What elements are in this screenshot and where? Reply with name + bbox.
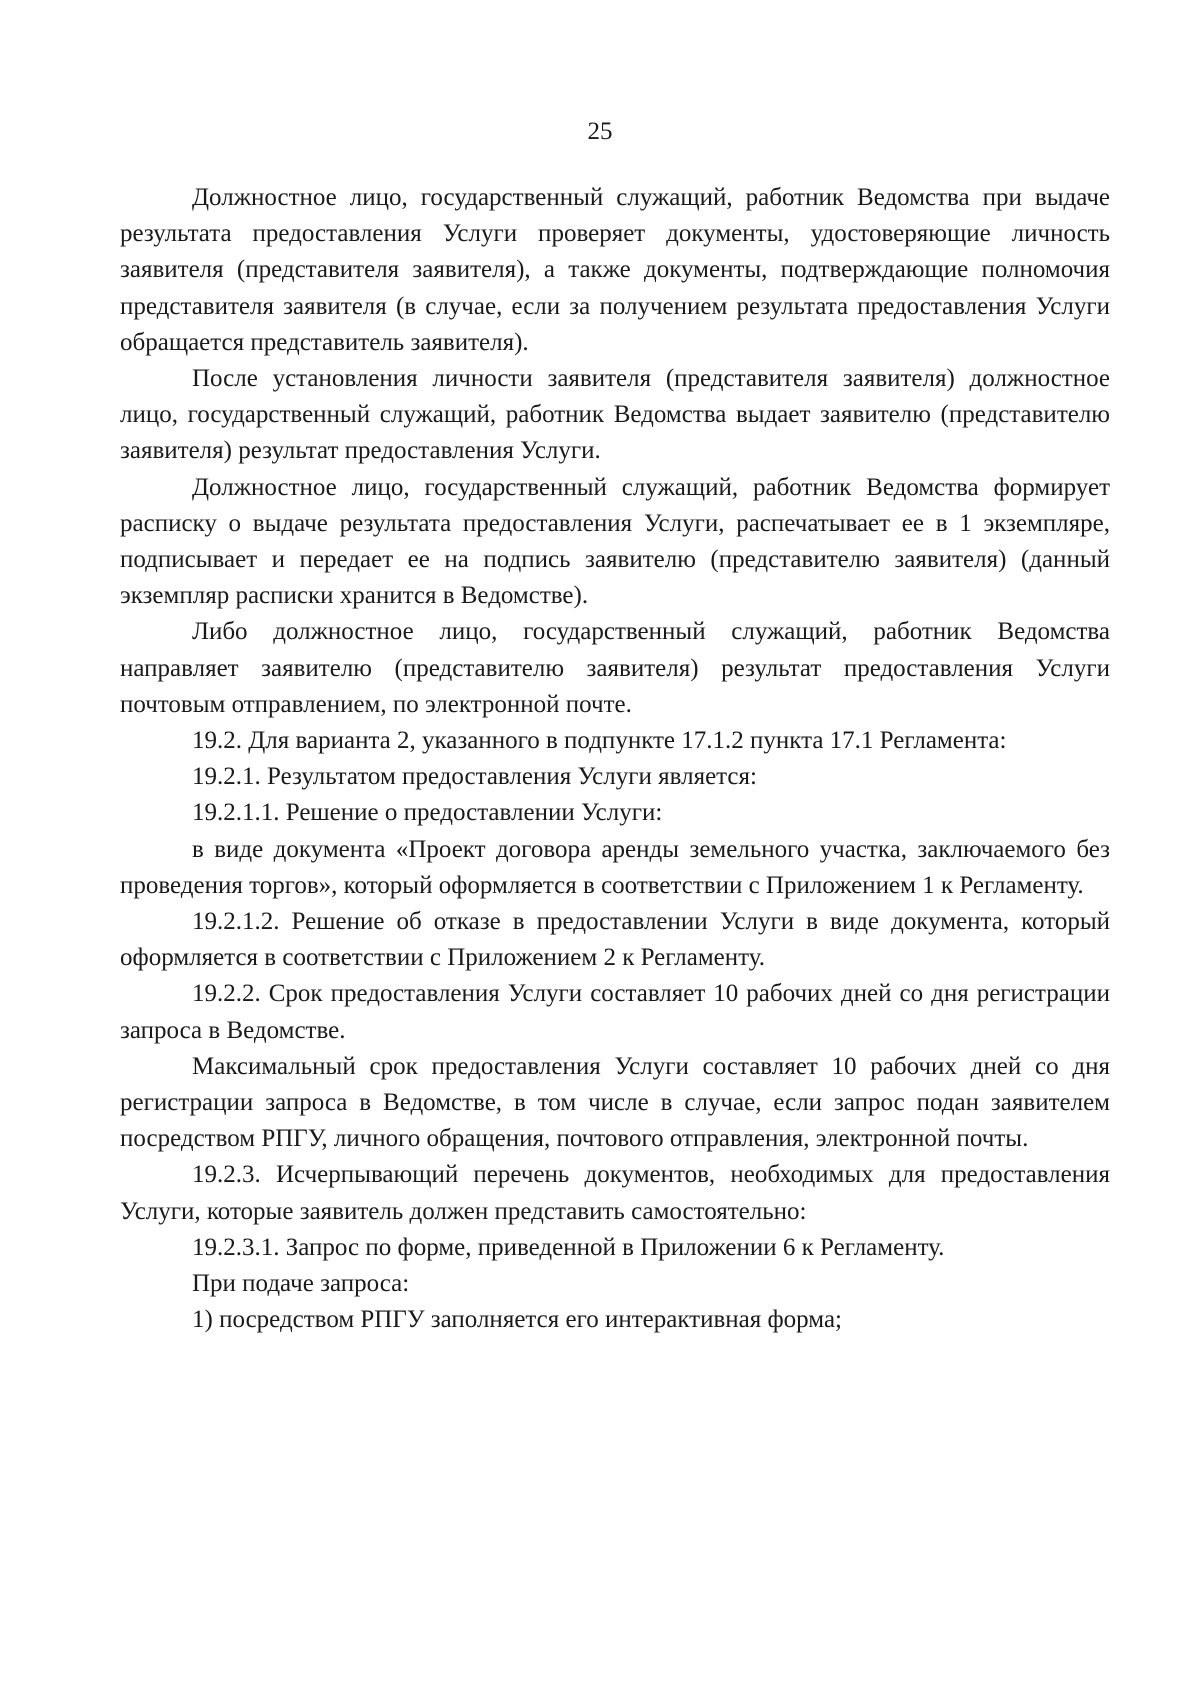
paragraph-document-check: Должностное лицо, государственный служащий, работник Ведомства при выдаче результата предоставления Услуги проверяет документы, удостоверяющие личность заявителя (представителя заявителя), а также документы, подтверждающие полномочия представителя заявителя (в случае, если за получением результата предоставления Услуги обращается представитель заявителя). bbox=[120, 184, 1110, 356]
paragraph-issue-result: После установления личности заявителя (представителя заявителя) должностное лицо, государственный служащий, работник Ведомства выдает заявителю (представителю заявителя) результат предоставления Услуги. bbox=[120, 365, 1110, 465]
paragraph-19-2-3-1: 19.2.3.1. Запрос по форме, приведенной в Приложении 6 к Регламенту. bbox=[192, 1233, 945, 1261]
paragraph-19-2-2: 19.2.2. Срок предоставления Услуги составляет 10 рабочих дней со дня регистрации запроса в Ведомстве. bbox=[120, 980, 1110, 1044]
paragraph-19-2-1: 19.2.1. Результатом предоставления Услуги является: bbox=[192, 763, 757, 791]
paragraph-19-2-1-1: 19.2.1.1. Решение о предоставлении Услуги: bbox=[192, 799, 663, 827]
paragraph-contract-draft: в виде документа «Проект договора аренды земельного участка, заключаемого без проведения торгов», который оформляется в соответствии с Приложением 1 к Регламенту. bbox=[120, 835, 1110, 899]
document-body bbox=[120, 180, 1110, 1339]
paragraph-receipt: Должностное лицо, государственный служащий, работник Ведомства формирует расписку о выдаче результата предоставления Услуги, распечатывает ее в 1 экземпляре, подписывает и передает ее на подпись заявителю (представителю заявителя) (данный экземпляр расписки хранится в Ведомстве). bbox=[120, 473, 1110, 610]
paragraph-19-2: 19.2. Для варианта 2, указанного в подпункте 17.1.2 пункта 17.1 Регламента: bbox=[192, 727, 1007, 755]
paragraph-list-item-1: 1) посредством РПГУ заполняется его интерактивная форма; bbox=[192, 1306, 842, 1334]
paragraph-19-2-1-2: 19.2.1.2. Решение об отказе в предоставлении Услуги в виде документа, который оформляется в соответствии с Приложением 2 к Регламенту. bbox=[120, 908, 1110, 972]
paragraph-max-term: Максимальный срок предоставления Услуги составляет 10 рабочих дней со дня регистрации запроса в Ведомстве, в том числе в случае, если запрос подан заявителем посредством РПГУ, личного обращения, почтового отправления, электронной почты. bbox=[120, 1052, 1110, 1153]
paragraph-19-2-3: 19.2.3. Исчерпывающий перечень документов, необходимых для предоставления Услуги, которые заявитель должен представить самостоятельно: bbox=[120, 1161, 1110, 1225]
page-number: 25 bbox=[587, 118, 613, 145]
paragraph-mail-delivery: Либо должностное лицо, государственный служащий, работник Ведомства направляет заявителю (представителю заявителя) результат предоставления Услуги почтовым отправлением, по электронной почте. bbox=[120, 618, 1110, 718]
paragraph-submission: При подаче запроса: bbox=[192, 1270, 410, 1298]
